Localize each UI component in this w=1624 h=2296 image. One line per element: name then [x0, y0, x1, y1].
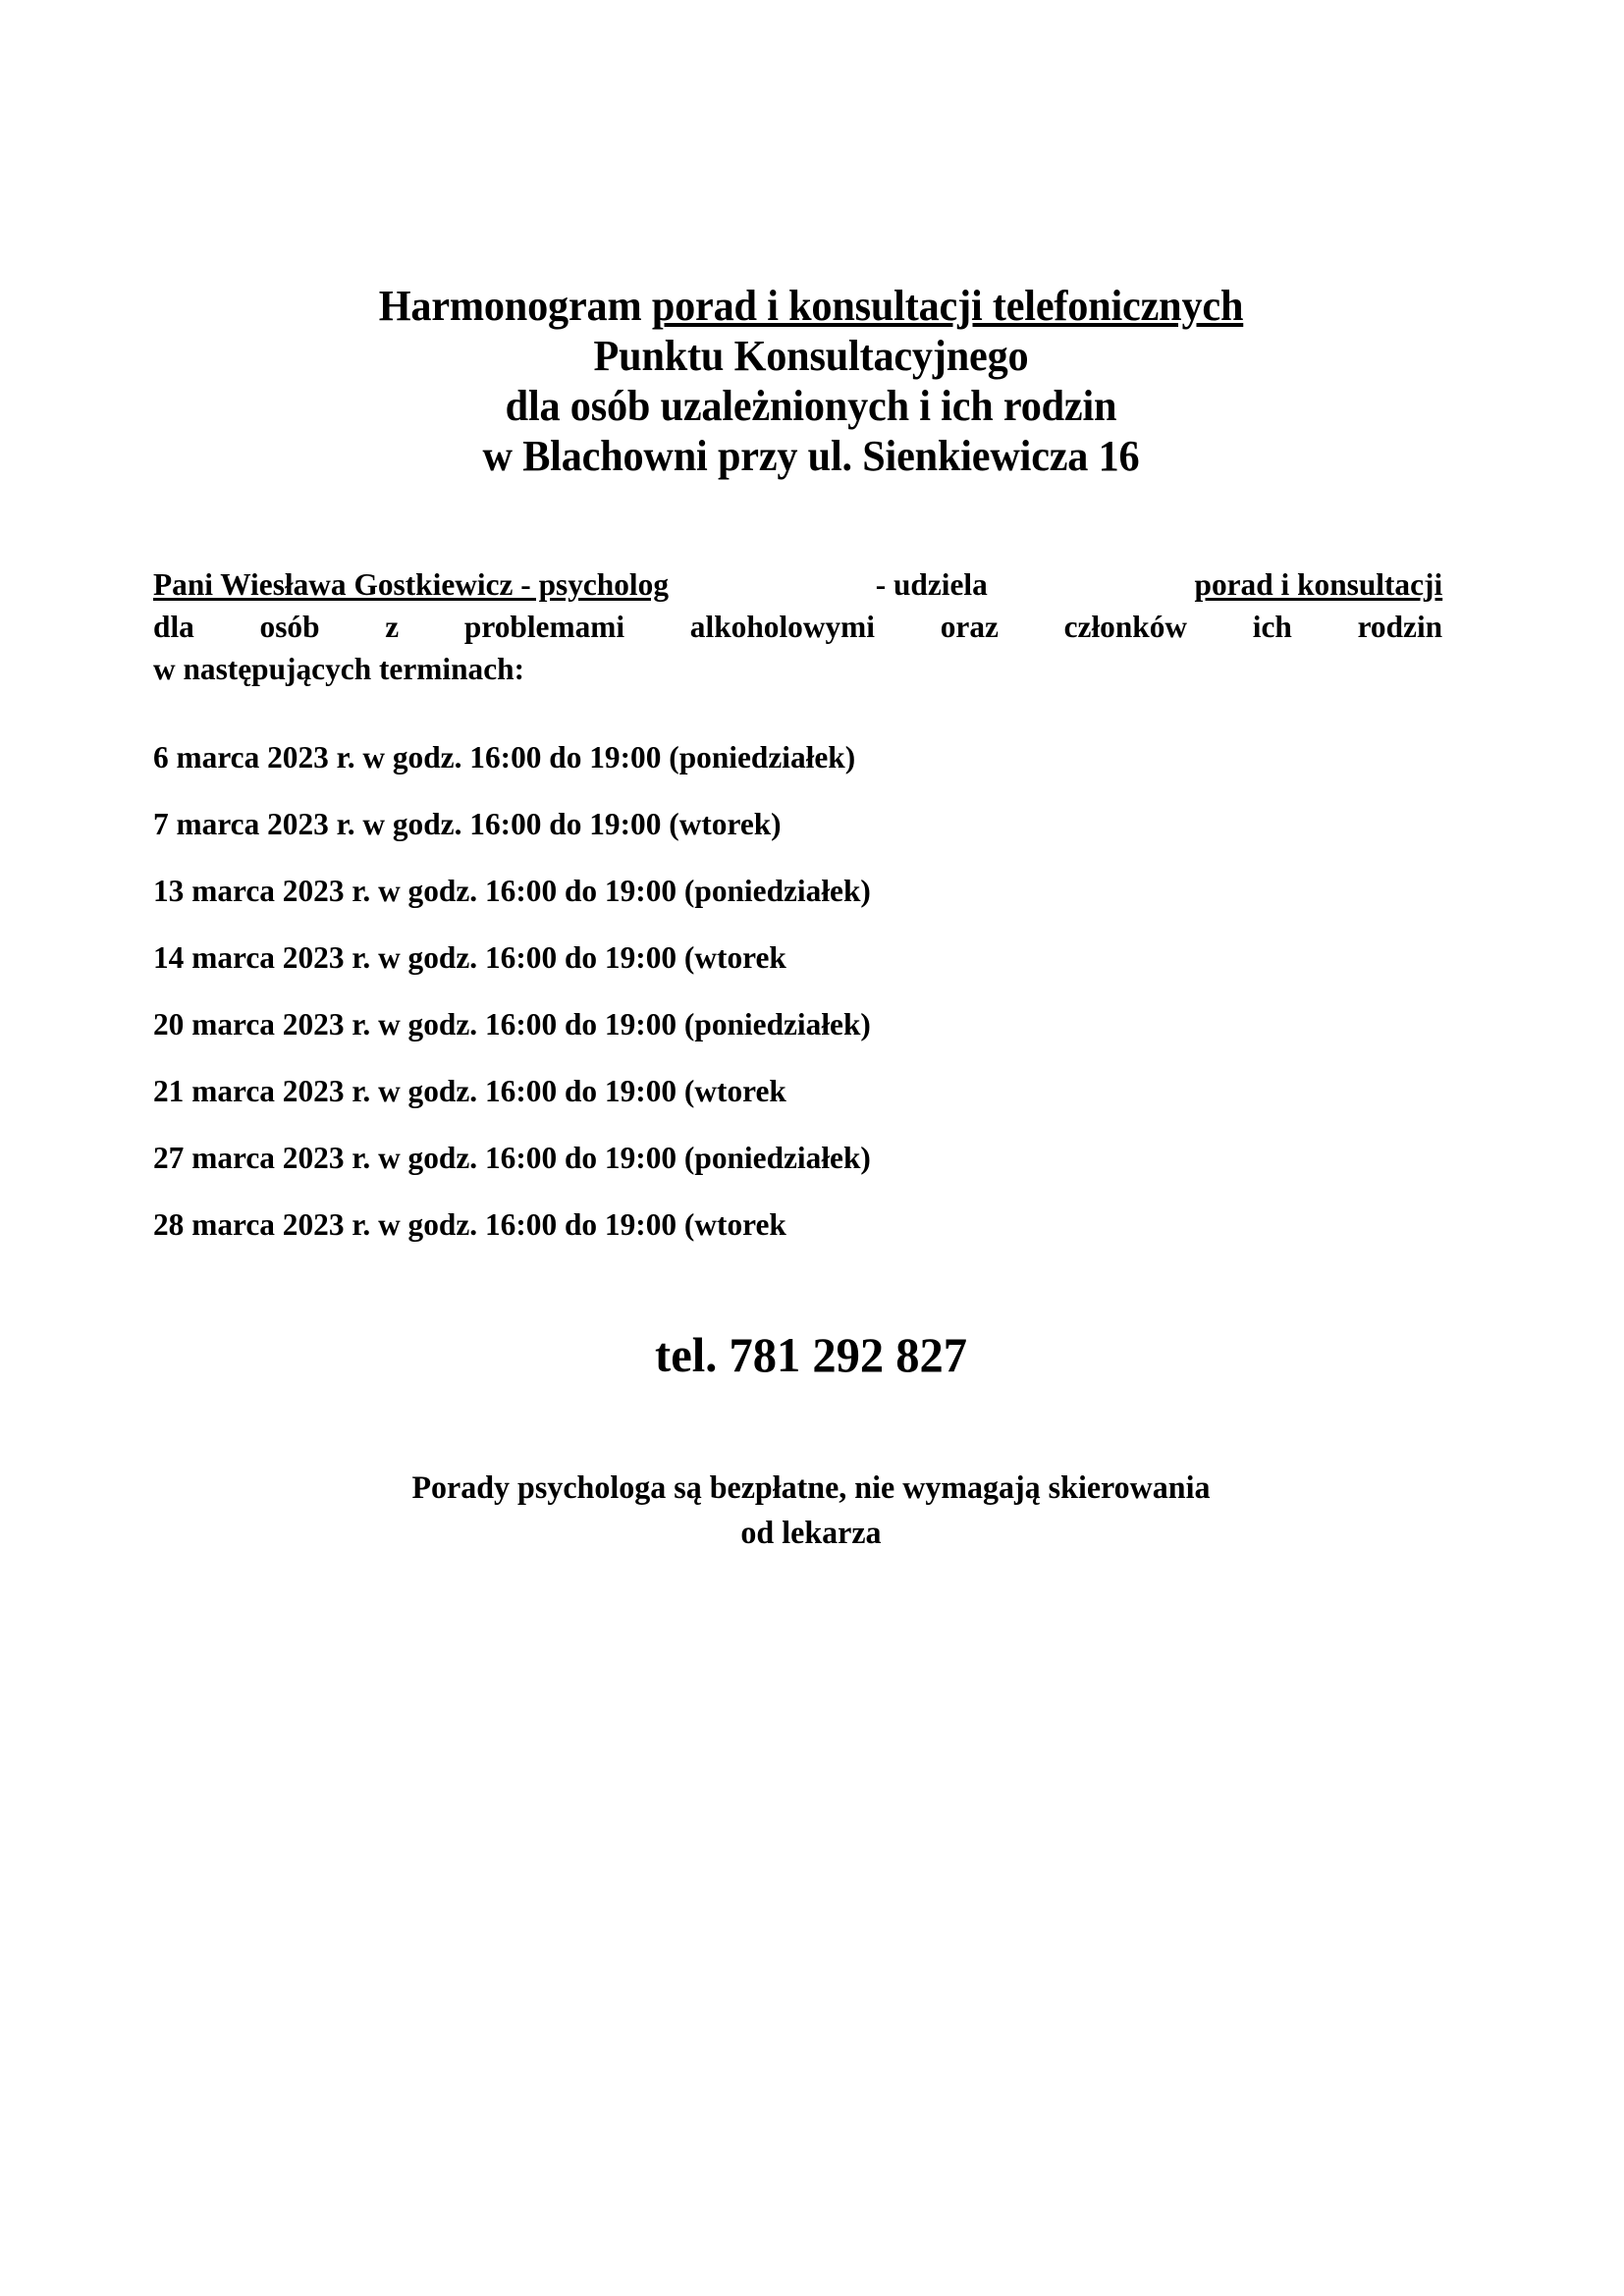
title-line-2: Punktu Konsultacyjnego — [593, 332, 1029, 380]
schedule-item: 28 marca 2023 r. w godz. 16:00 do 19:00 (wtorek — [153, 1206, 786, 1242]
intro-psychologist-name: Pani Wiesława Gostkiewicz - psycholog — [153, 566, 670, 602]
document-content — [153, 0, 1469, 1556]
intro-verb: - udziela — [875, 566, 988, 602]
schedule-item: 7 marca 2023 r. w godz. 16:00 do 19:00 (wtorek) — [153, 806, 782, 841]
schedule-item: 6 marca 2023 r. w godz. 16:00 do 19:00 (poniedziałek) — [153, 739, 856, 774]
intro-word: rodzin — [1357, 609, 1443, 644]
intro-word: problemami — [463, 609, 625, 644]
intro-word: ich — [1252, 609, 1292, 644]
intro-word: dla — [153, 609, 194, 644]
title-line-4: w Blachowni przy ul. Sienkiewicza 16 — [482, 432, 1140, 480]
schedule-item: 21 marca 2023 r. w godz. 16:00 do 19:00 (wtorek — [153, 1073, 786, 1108]
intro-word: członków — [1063, 609, 1188, 644]
title-line-1-plain: Harmonogram — [378, 282, 652, 330]
intro-word: oraz — [940, 609, 999, 644]
schedule-item: 13 marca 2023 r. w godz. 16:00 do 19:00 (poniedziałek) — [153, 873, 871, 908]
schedule-item: 20 marca 2023 r. w godz. 16:00 do 19:00 (poniedziałek) — [153, 1006, 871, 1041]
intro-line-3: w następujących terminach: — [153, 651, 525, 686]
page-title — [180, 281, 1442, 481]
phone-number: tel. 781 292 827 — [655, 1327, 967, 1382]
intro-line-2 — [153, 606, 1442, 648]
title-line-1-underlined: porad i konsultacji telefonicznych — [651, 282, 1244, 330]
intro-services: porad i konsultacji — [1194, 566, 1443, 602]
footnote-line-2: od lekarza — [740, 1516, 882, 1551]
footnote — [173, 1466, 1449, 1556]
title-line-3: dla osób uzależnionych i ich rodzin — [505, 382, 1117, 430]
intro-word: z — [385, 609, 400, 644]
intro-word: alkoholowymi — [689, 609, 875, 644]
schedule-item: 27 marca 2023 r. w godz. 16:00 do 19:00 (poniedziałek) — [153, 1140, 871, 1175]
schedule-list — [153, 723, 1469, 1257]
title-line-1 — [180, 281, 1442, 331]
schedule-item: 14 marca 2023 r. w godz. 16:00 do 19:00 (wtorek — [153, 939, 786, 975]
footnote-line-1: Porady psychologa są bezpłatne, nie wymagają skierowania — [411, 1470, 1211, 1506]
intro-paragraph — [153, 563, 1442, 690]
intro-word: osób — [259, 609, 320, 644]
intro-line-1 — [153, 563, 1442, 606]
